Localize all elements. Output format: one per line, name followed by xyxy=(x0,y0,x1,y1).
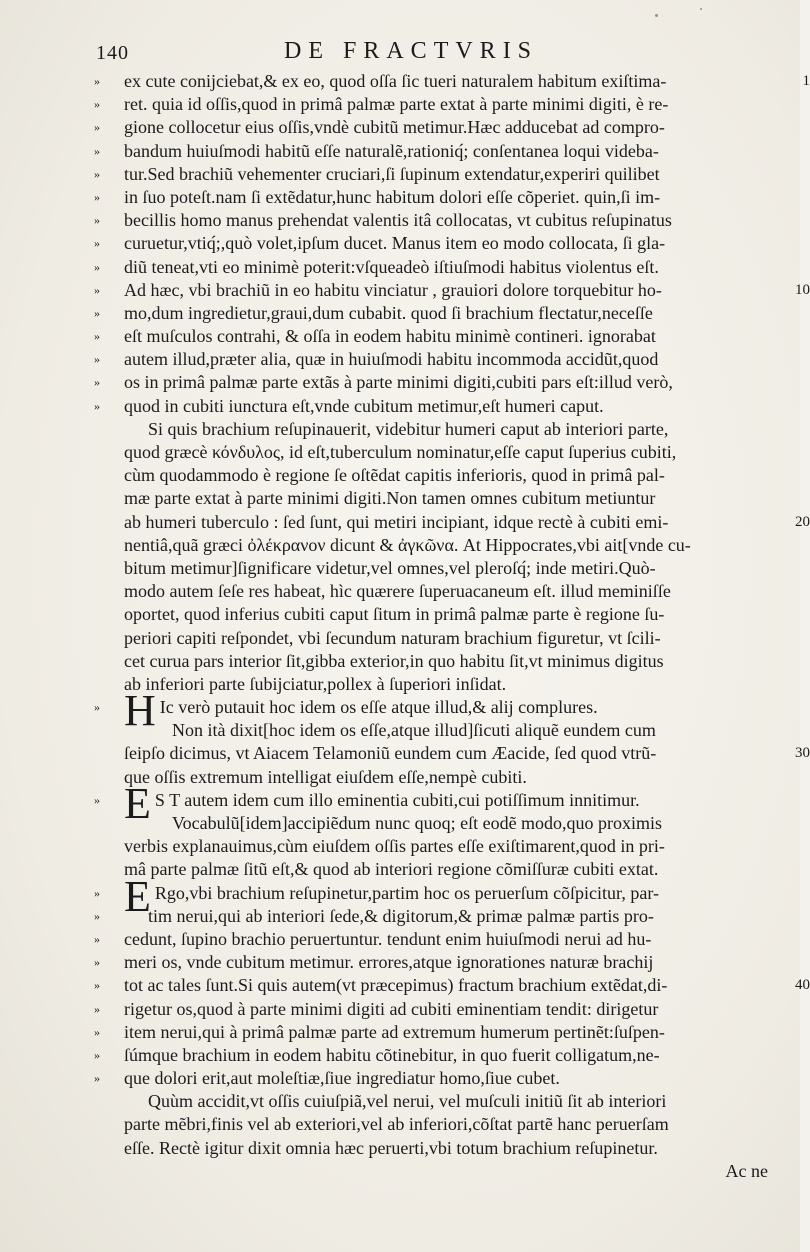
quotation-mark: » xyxy=(94,978,100,993)
text-line xyxy=(94,464,774,487)
line-text: diũ teneat,vti eo minimè poterit:vſqueadeò iſtiuſmodi habitus violentus eſt. xyxy=(124,256,659,277)
line-text: os in primâ palmæ parte extãs à parte minimi digiti,cubiti pars eſt:illud verò, xyxy=(124,372,673,393)
quotation-mark: » xyxy=(94,120,100,135)
quotation-mark: » xyxy=(94,1001,100,1016)
text-line xyxy=(94,256,774,279)
text-line xyxy=(94,232,774,255)
drop-cap: H xyxy=(124,686,156,736)
text-line xyxy=(94,627,774,650)
quotation-mark: » xyxy=(94,955,100,970)
text-line xyxy=(94,487,774,510)
text-line xyxy=(94,974,810,997)
text-line xyxy=(94,557,774,580)
text-line xyxy=(94,766,774,789)
line-text: becillis homo manus prehendat valentis itâ collocatas, vt cubitus reſupinatus xyxy=(124,210,672,231)
text-line xyxy=(94,511,810,534)
text-line xyxy=(94,858,774,881)
line-text: Quùm accidit,vt oſſis cuiuſpiã,vel nerui, vel muſculi initiũ ſit ab interiori xyxy=(148,1091,667,1112)
body-text xyxy=(94,70,810,1183)
quotation-mark: » xyxy=(94,1047,100,1062)
text-line xyxy=(94,325,774,348)
line-text: oportet, quod inferius cubiti caput ſitum in primâ palmæ parte è regione ſu- xyxy=(124,604,665,625)
line-text: quod in cubiti iunctura eſt,vnde cubitum metimur,eſt humeri caput. xyxy=(124,395,604,416)
line-text: mæ parte extat à parte minimi digiti.Non tamen omnes cubitum metiuntur xyxy=(124,488,656,509)
text-line xyxy=(94,1021,774,1044)
quotation-mark: » xyxy=(94,143,100,158)
line-text: ret. quia id oſſis,quod in primâ palmæ parte extat à parte minimi digiti, è re- xyxy=(124,94,669,115)
text-line xyxy=(94,534,774,557)
quotation-mark: » xyxy=(94,885,100,900)
line-text: que oſſis extremum intelligat eiuſdem eſſe,nempè cubiti. xyxy=(124,766,527,787)
quotation-mark: » xyxy=(94,375,100,390)
line-text: meri os, vnde cubitum metimur. errores,atque ignorationes naturæ brachij xyxy=(124,952,654,973)
line-number: 40 xyxy=(795,977,810,994)
text-line xyxy=(94,418,774,441)
text-line xyxy=(94,905,774,928)
text-line xyxy=(94,1090,774,1113)
line-text: tur.Sed brachiũ vehementer cruciari,ſi ſupinum extendatur,experiri quilibet xyxy=(124,163,660,184)
line-number: 10 xyxy=(795,281,810,298)
line-text: in ſuo poteſt.nam ſi extẽdatur,hunc habitum dolori eſſe cõperiet. quin,ſi im- xyxy=(124,186,661,207)
quotation-mark: » xyxy=(94,908,100,923)
text-line xyxy=(94,835,774,858)
line-text: cedunt, ſupino brachio peruertuntur. tendunt enim huiuſmodi nerui ad hu- xyxy=(124,928,652,949)
text-line xyxy=(94,951,774,974)
line-text-rest: Ic verò putauit hoc idem os eſſe atque illud,& alij complures. xyxy=(159,697,598,718)
line-text: cet curua pars interior ſit,gibba exterior,in quo habitu ſit,vt minimus digitus xyxy=(124,650,664,671)
text-line xyxy=(94,742,810,765)
line-text: eſt muſculos contrahi, & oſſa in eodem habitu minimè contineri. ignorabat xyxy=(124,326,656,347)
line-text: Vocabulũ[idem]accipiẽdum nunc quoq; eſt eodẽ modo,quo proximis xyxy=(172,813,663,833)
quotation-mark: » xyxy=(94,1024,100,1039)
quotation-mark: » xyxy=(94,282,100,297)
line-text: curuetur,vtiq́;,quò volet,ipſum ducet. Manus item eo modo collocata, ſi gla- xyxy=(124,233,666,254)
text-line xyxy=(94,93,774,116)
text-line xyxy=(94,1160,774,1183)
page-number: 140 xyxy=(96,42,129,64)
line-text: modo autem ſeſe res habeat, hìc quærere ſuperuacaneum eſt. illud meminiſſe xyxy=(124,581,671,602)
text-line xyxy=(94,650,774,673)
line-text: ſúmque brachium in eodem habitu cõtinebitur, in quo fuerit colligatum,ne- xyxy=(124,1044,660,1065)
line-text: Ad hæc, vbi brachiũ in eo habitu vinciatur , grauiori dolore torquebitur ho- xyxy=(124,279,662,300)
quotation-mark: » xyxy=(94,259,100,274)
text-line xyxy=(94,371,774,394)
text-line xyxy=(94,1137,774,1160)
line-text: periori capiti reſpondet, vbi ſecundum naturam brachium figuretur, vt ſcili- xyxy=(124,627,661,648)
ink-speck xyxy=(700,8,702,10)
quotation-mark: » xyxy=(94,700,100,715)
line-text: eſſe. Rectè igitur dixit omnia hæc peruerti,vbi totum brachium reſupinetur. xyxy=(124,1137,658,1158)
text-line xyxy=(94,580,774,603)
line-text: gione collocetur eius oſſis,vndè cubitũ metimur.Hæc adducebat ad compro- xyxy=(124,117,665,138)
text-line xyxy=(94,719,774,742)
line-text: item nerui,qui à primâ palmæ parte ad extremum humerum pertinẽt:ſuſpen- xyxy=(124,1021,665,1042)
quotation-mark: » xyxy=(94,166,100,181)
drop-cap: E xyxy=(124,778,151,828)
text-line xyxy=(94,395,774,418)
quotation-mark: » xyxy=(94,931,100,946)
quotation-mark: » xyxy=(94,1071,100,1086)
line-text: Si quis brachium reſupinauerit, videbitur humeri caput ab interiori parte, xyxy=(148,418,669,439)
text-line xyxy=(94,1044,774,1067)
line-text: ex cute conijciebat,& ex eo, quod oſſa ſic tueri naturalem habitum exiſtima- xyxy=(124,71,667,91)
line-text: ab humeri tuberculo : ſed ſunt, qui metiri incipiant, idque rectè à cubiti emi- xyxy=(124,511,669,532)
quotation-mark: » xyxy=(94,352,100,367)
running-title: DE FRACTVRIS xyxy=(284,38,539,64)
line-text: Non ità dixit[hoc idem os eſſe,atque illud]ſicuti aliquẽ eundem cum xyxy=(172,720,656,741)
line-number: 20 xyxy=(795,513,810,530)
line-text: tot ac tales ſunt.Si quis autem(vt præcepimus) fractum brachium extẽdat,di- xyxy=(124,975,668,996)
quotation-mark: » xyxy=(94,97,100,112)
line-number: 30 xyxy=(795,745,810,762)
text-line xyxy=(94,186,774,209)
ink-speck xyxy=(655,14,658,17)
line-text: verbis explanauimus,cùm eiuſdem oſſis partes eſſe exiſtimarent,quod in pri- xyxy=(124,836,665,857)
line-text: bitum metimur]ſignificare videtur,vel omnes,vel pleroſq́; inde metiri.Quò- xyxy=(124,557,656,578)
text-line xyxy=(94,1113,774,1136)
text-line xyxy=(94,673,774,696)
quotation-mark: » xyxy=(94,236,100,251)
quotation-mark: » xyxy=(94,74,100,88)
quotation-mark: » xyxy=(94,305,100,320)
text-line xyxy=(94,812,774,835)
line-text: mo,dum ingredietur,graui,dum cubabit. quod ſi brachium flectatur,neceſſe xyxy=(124,302,653,323)
text-line xyxy=(94,441,774,464)
text-line xyxy=(94,302,774,325)
line-text-rest: S T autem idem cum illo eminentia cubiti,cui potiſſimum innitimur. xyxy=(154,789,640,810)
text-line xyxy=(94,163,774,186)
drop-cap: E xyxy=(124,871,151,921)
line-number: 1 xyxy=(802,73,810,89)
quotation-mark: » xyxy=(94,792,100,807)
line-text: tim nerui,qui ab interiori ſede,& digitorum,& primæ palmæ partis pro- xyxy=(148,905,654,926)
page-header xyxy=(96,36,736,66)
text-line xyxy=(94,116,774,139)
line-text: Ac ne xyxy=(725,1160,768,1181)
text-line xyxy=(94,928,774,951)
text-line xyxy=(94,70,810,93)
line-text-rest: Rgo,vbi brachium reſupinetur,partim hoc os peruerſum cõſpicitur, par- xyxy=(154,882,659,903)
line-text: ſeipſo dicimus, vt Aiacem Telamoniũ eundem cum Æacide, ſed quod vtrũ- xyxy=(124,743,657,764)
line-text: bandum huiuſmodi habitũ eſſe naturalẽ,rationiq́; conſentanea loqui videba- xyxy=(124,140,659,161)
line-text: autem illud,præter alia, quæ in huiuſmodi habitu incommoda accidũt,quod xyxy=(124,349,659,370)
text-line xyxy=(94,279,810,302)
quotation-mark: » xyxy=(94,189,100,204)
text-line xyxy=(94,603,774,626)
line-text: que dolori erit,aut moleſtiæ,ſiue ingrediatur homo,ſiue cubet. xyxy=(124,1068,560,1089)
line-text: nentiâ,quã græci ὀλέκρανον dicunt & ἀγκῶνα. At Hippocrates,vbi ait[vnde cu- xyxy=(124,534,691,555)
line-text: quod græcè κόνδυλος, id eſt,tuberculum nominatur,eſſe caput ſuperius cubiti, xyxy=(124,442,677,462)
quotation-mark: » xyxy=(94,398,100,413)
line-text: parte mẽbri,finis vel ab exteriori,vel ab inferiori,cõſtat partẽ hanc peruerſam xyxy=(124,1114,669,1135)
line-text: rigetur os,quod à parte minimi digiti ad cubiti eminentiam tendit: dirigetur xyxy=(124,998,659,1019)
line-text: ab inferiori parte ſubijciatur,pollex à ſuperiori inſidat. xyxy=(124,673,507,694)
quotation-mark: » xyxy=(94,329,100,344)
text-line xyxy=(94,1067,774,1090)
text-line xyxy=(94,140,774,163)
text-line xyxy=(94,348,774,371)
line-text: mâ parte palmæ ſitũ eſt,& quod ab interiori regione cõmiſſuræ cubiti extat. xyxy=(124,859,659,880)
quotation-mark: » xyxy=(94,213,100,228)
text-line xyxy=(94,998,774,1021)
text-line xyxy=(94,209,774,232)
line-text: cùm quodammodo è regione ſe oſtẽdat capitis inferioris, quod in primâ pal- xyxy=(124,465,665,486)
